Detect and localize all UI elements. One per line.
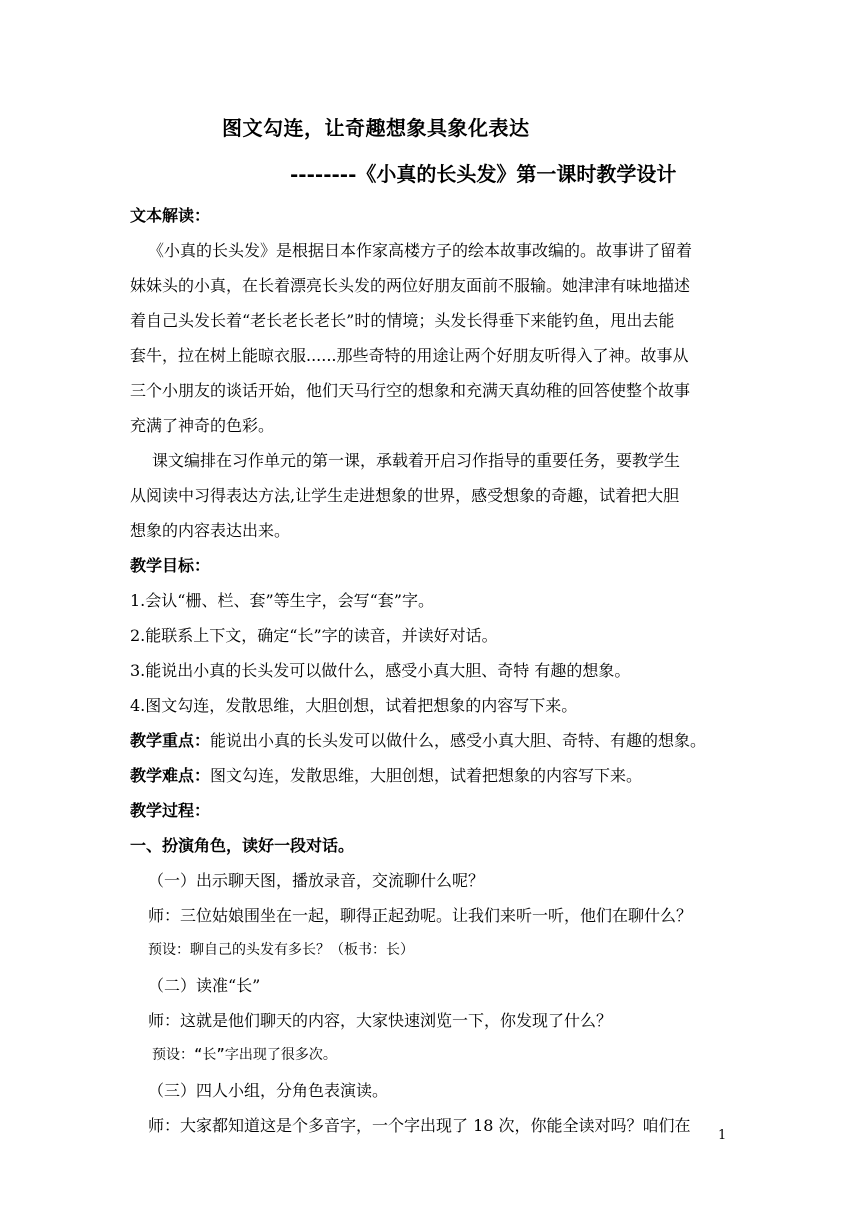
paragraph-line: 套牛，拉在树上能晾衣服......那些奇特的用途让两个好朋友听得入了神。故事从 (130, 346, 689, 365)
document-body (130, 198, 738, 1143)
difficulty-text: 图文勾连，发散思维，大胆创想，试着把想象的内容写下来。 (210, 766, 643, 785)
difficulty-line (130, 758, 738, 793)
key-point-text: 能说出小真的长头发可以做什么，感受小真大胆、奇特、有趣的想象。 (210, 731, 707, 750)
paragraph-line: 课文编排在习作单元的第一课，承载着开启习作指导的重要任务，要教学生 (152, 451, 681, 470)
paragraph-line: 着自己头发长着“老长老长老长”时的情境；头发长得垂下来能钓鱼，甩出去能 (130, 311, 675, 330)
paragraph-line: 师：三位姑娘围坐在一起，聊得正起劲呢。让我们来听一听，他们在聊什么？ (148, 906, 693, 925)
key-point-line (130, 723, 738, 758)
paragraph-line: 师：这就是他们聊天的内容，大家快速浏览一下，你发现了什么？ (148, 1011, 613, 1030)
difficulty-label: 教学难点： (130, 766, 211, 785)
paragraph-line: （三）四人小组，分角色表演读。 (148, 1081, 389, 1100)
paragraph-line: 师：大家都知道这是个多音字，一个字出现了 18 次，你能全读对吗？咱们在 (148, 1116, 691, 1135)
paragraph-line: 《小真的长头发》是根据日本作家高楼方子的绘本故事改编的。故事讲了留着 (148, 241, 693, 260)
paragraph-line: 妹妹头的小真，在长着漂亮长头发的两位好朋友面前不服输。她津津有味地描述 (130, 276, 691, 295)
section-heading: 一、扮演角色，读好一段对话。 (130, 836, 355, 855)
page-number: 1 (718, 1128, 727, 1143)
list-item: 1.会认“栅、栏、套”等生字，会写“套”字。 (130, 591, 434, 610)
paragraph-line: 充满了神奇的色彩。 (130, 416, 275, 435)
list-item: 4.图文勾连，发散思维，大胆创想，试着把想象的内容写下来。 (130, 696, 578, 715)
section-heading: 教学过程： (130, 801, 211, 820)
document-title: 图文勾连，让奇趣想象具象化表达 (222, 116, 530, 140)
paragraph-line: 预设：聊自己的头发有多长？（板书：长） (148, 942, 414, 958)
paragraph-line: （二）读准“长” (148, 976, 261, 995)
document-subtitle: --------《小真的长头发》第一课时教学设计 (290, 162, 677, 186)
paragraph-line: 预设：“长”字出现了很多次。 (152, 1047, 337, 1063)
section-heading: 文本解读： (130, 206, 211, 225)
paragraph-line: 从阅读中习得表达方法,让学生走进想象的世界，感受想象的奇趣，试着把大胆 (130, 486, 680, 505)
section-heading: 教学目标： (130, 556, 211, 575)
paragraph-line: 三个小朋友的谈话开始，他们天马行空的想象和充满天真幼稚的回答使整个故事 (130, 381, 691, 400)
key-point-label: 教学重点： (130, 731, 211, 750)
list-item: 3.能说出小真的长头发可以做什么，感受小真大胆、奇特 有趣的想象。 (130, 661, 631, 680)
paragraph-line: （一）出示聊天图，播放录音，交流聊什么呢？ (148, 871, 485, 890)
paragraph-line: 想象的内容表达出来。 (130, 521, 291, 540)
list-item: 2.能联系上下文，确定“长”字的读音，并读好对话。 (130, 626, 498, 645)
